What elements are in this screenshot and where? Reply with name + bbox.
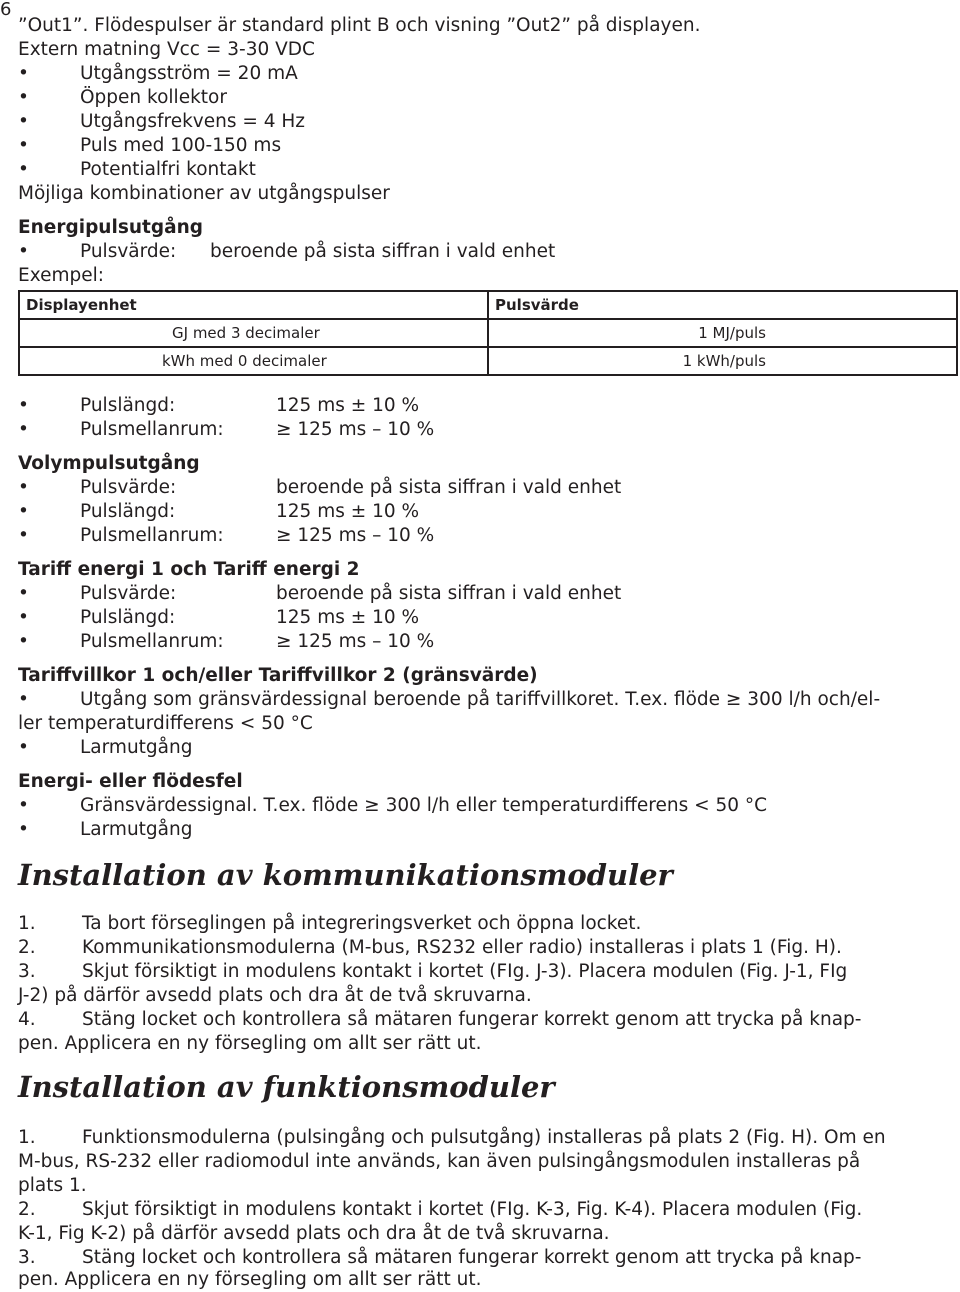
funk-item-1-cont: plats 1. xyxy=(18,1175,87,1196)
energi-heading: Energipulsutgång xyxy=(18,217,203,238)
bullet-icon: • xyxy=(18,159,29,180)
funk-heading: Installation av funktionsmoduler xyxy=(18,1070,555,1104)
bullet-icon: • xyxy=(18,395,29,416)
bullet-icon: • xyxy=(18,477,29,498)
bullet-icon: • xyxy=(18,525,29,546)
bullet-icon: • xyxy=(18,63,29,84)
tariffvillkor-bullet-1-cont: ler temperaturdifferens < 50 °C xyxy=(18,713,313,734)
table-cell: 1 kWh/puls xyxy=(488,347,957,375)
funk-item-2-cont: K-1, Fig K-2) på därför avsedd plats och dra åt de två skruvarna. xyxy=(18,1223,610,1244)
bullet-icon: • xyxy=(18,111,29,132)
display-table xyxy=(18,290,958,376)
table-header-displayenhet: Displayenhet xyxy=(19,291,488,319)
bullet-icon: • xyxy=(18,583,29,604)
table-row xyxy=(19,347,957,375)
bullet-icon: • xyxy=(18,135,29,156)
bullet-icon: • xyxy=(18,419,29,440)
fel-heading: Energi- eller flödesfel xyxy=(18,771,243,792)
bullet-icon: • xyxy=(18,87,29,108)
bullet-icon: • xyxy=(18,631,29,652)
komm-item-4-cont: pen. Applicera en ny försegling om allt ser rätt ut. xyxy=(18,1033,482,1054)
intro-line-3: Möjliga kombinationer av utgångspulser xyxy=(18,183,390,204)
bullet-icon: • xyxy=(18,689,29,710)
bullet-icon: • xyxy=(18,737,29,758)
bullet-icon: • xyxy=(18,795,29,816)
komm-item-3-cont: J-2) på därför avsedd plats och dra åt de två skruvarna. xyxy=(18,985,532,1006)
exempel-label: Exempel: xyxy=(18,265,104,286)
tariff-heading: Tariff energi 1 och Tariff energi 2 xyxy=(18,559,360,580)
bullet-icon: • xyxy=(18,241,29,262)
table-row xyxy=(19,319,957,347)
table-header-row xyxy=(19,291,957,319)
page-number: 6 xyxy=(0,0,12,20)
volym-heading: Volympulsutgång xyxy=(18,453,200,474)
tariffvillkor-heading: Tariffvillkor 1 och/eller Tariffvillkor 2 (gränsvärde) xyxy=(18,665,538,686)
table-header-pulsvarde: Pulsvärde xyxy=(488,291,957,319)
table-cell: 1 MJ/puls xyxy=(488,319,957,347)
table-cell: kWh med 0 decimaler xyxy=(19,347,488,375)
bullet-icon: • xyxy=(18,501,29,522)
intro-line-2: Extern matning Vcc = 3-30 VDC xyxy=(18,39,315,60)
funk-item-3-cont: pen. Applicera en ny försegling om allt ser rätt ut. xyxy=(18,1269,482,1290)
funk-item-1-cont: M-bus, RS-232 eller radiomodul inte används, kan även pulsingångsmodulen installeras på xyxy=(18,1151,861,1172)
komm-heading: Installation av kommunikationsmoduler xyxy=(18,858,673,892)
bullet-icon: • xyxy=(18,607,29,628)
intro-line-1: ”Out1”. Flödespulser är standard plint B och visning ”Out2” på displayen. xyxy=(18,15,701,36)
bullet-icon: • xyxy=(18,819,29,840)
table-cell: GJ med 3 decimaler xyxy=(19,319,488,347)
